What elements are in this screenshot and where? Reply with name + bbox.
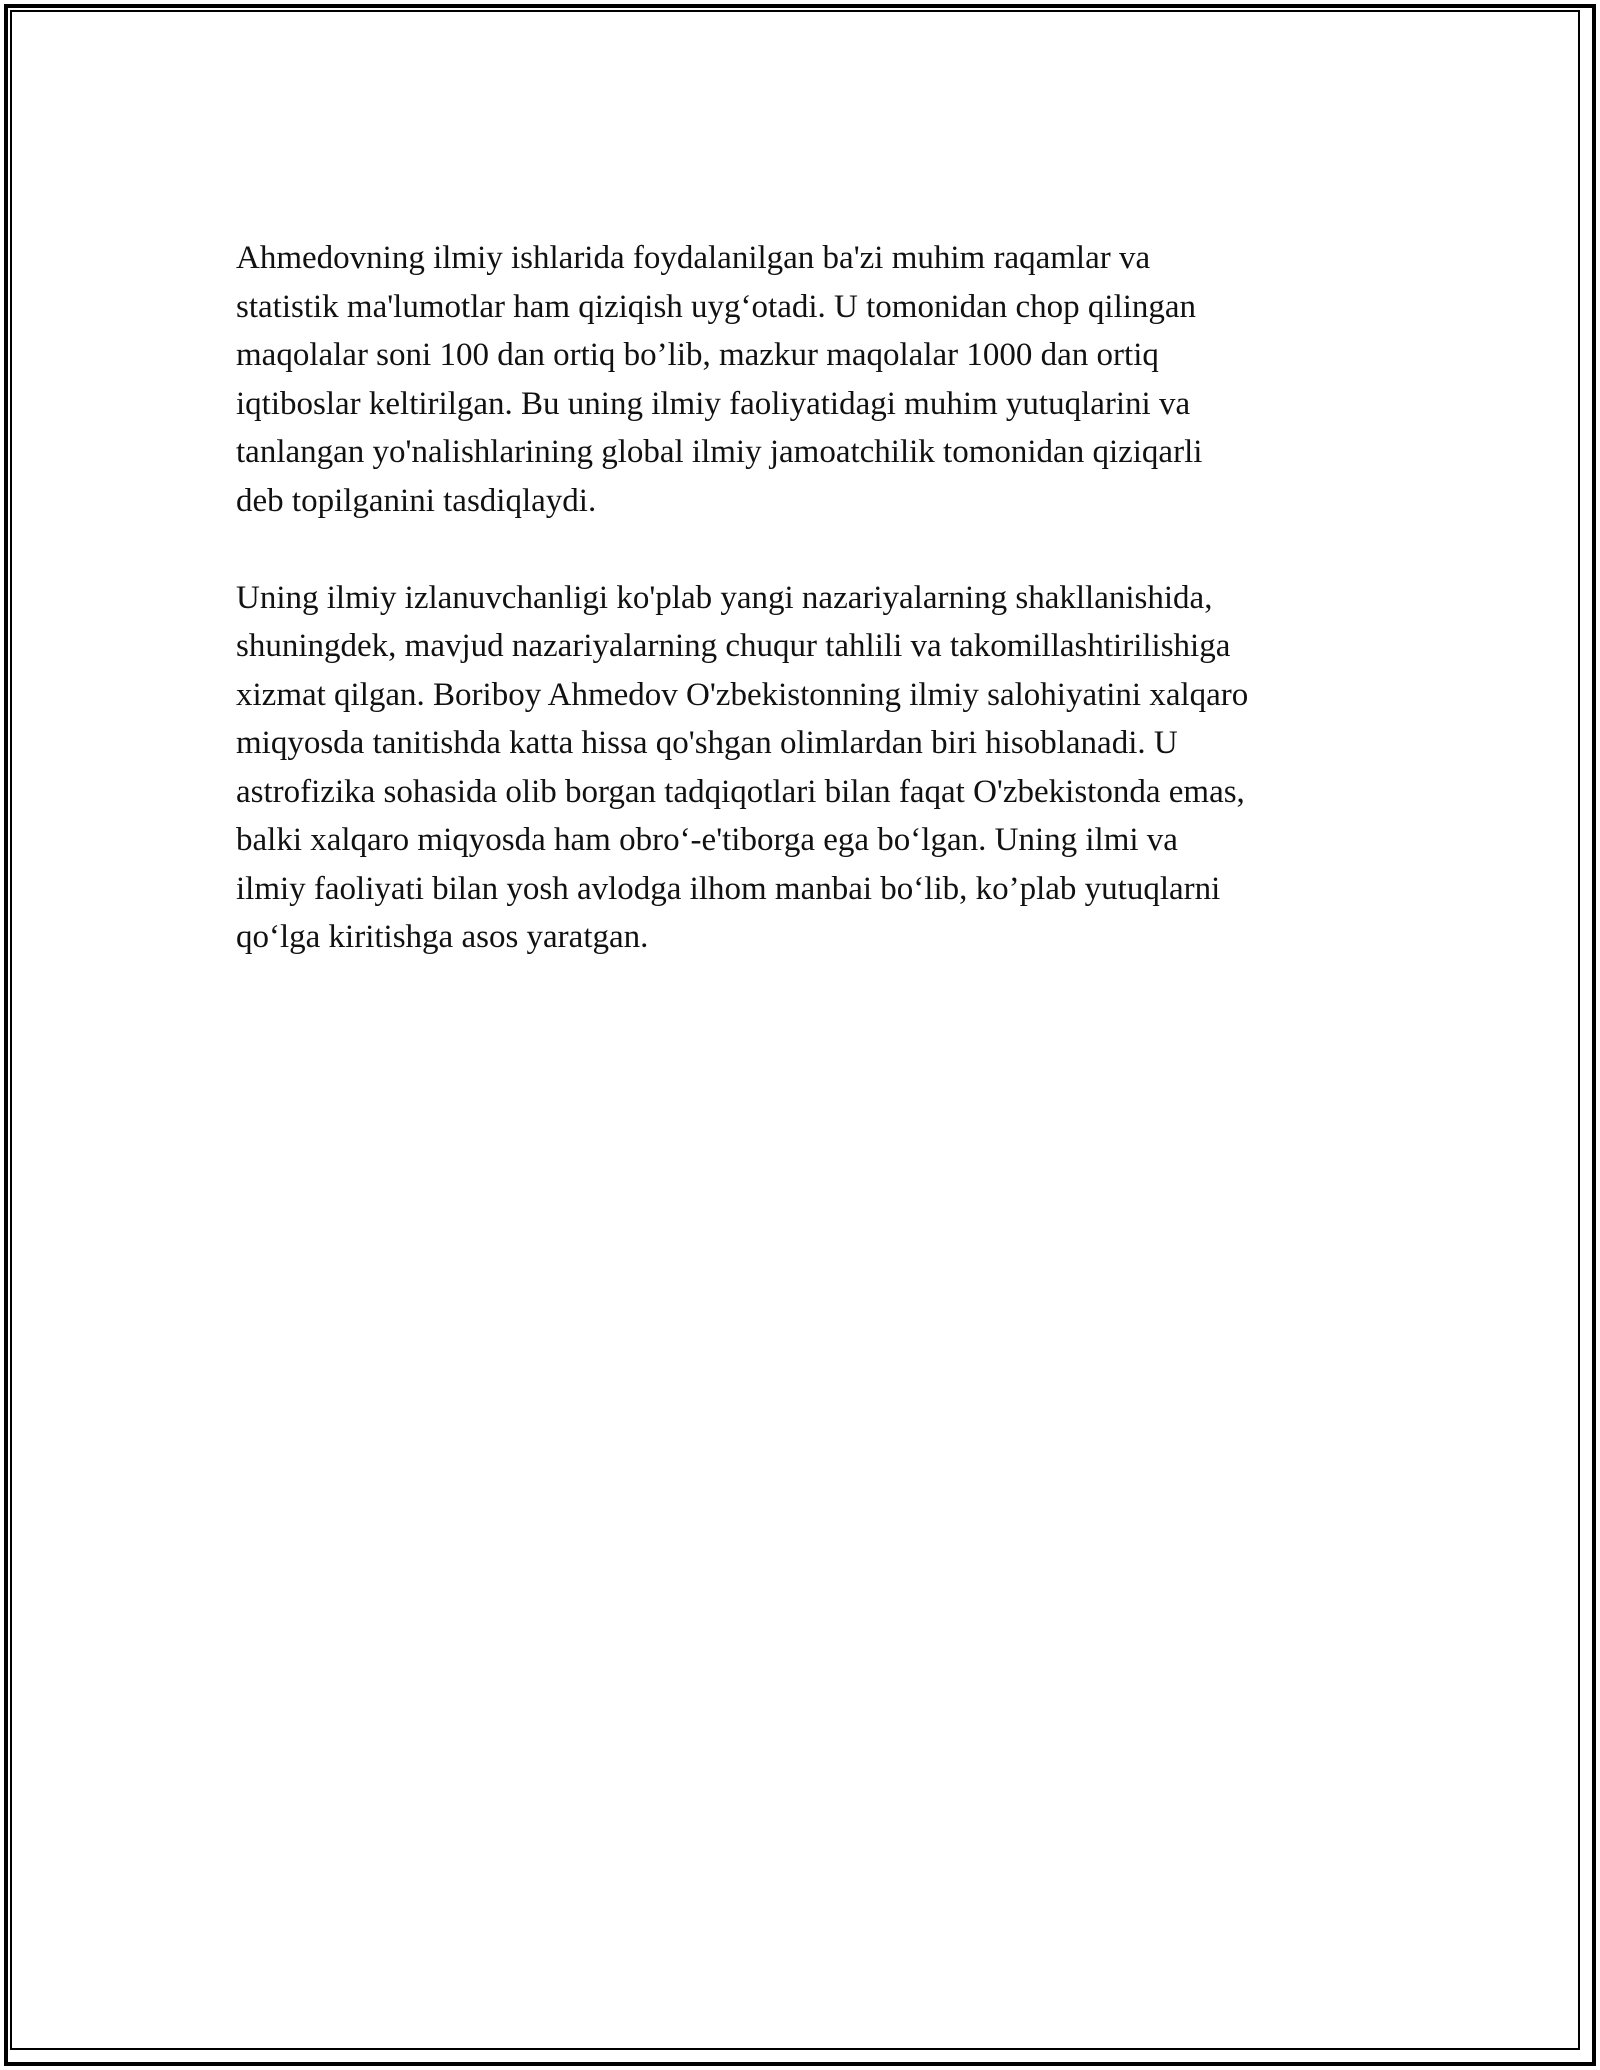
paragraph-1: Ahmedovning ilmiy ishlarida foydalanilgan ba'zi muhim raqamlar va statistik ma'lumotlar ham qiziqish uyg‘otadi. U tomonidan chop qilingan maqolalar soni 100 dan ortiq bo’lib, mazkur maqolalar 1000 dan ortiq iqtiboslar keltirilgan. Bu uning ilmiy faoliyatidagi muhim yutuqlarini va tanlangan yo'nalishlarining global ilmiy jamoatchilik tomonidan qiziqarli deb topilganini tasdiqlaydi. — [236, 240, 1203, 519]
document-body — [236, 234, 1386, 1010]
paragraph-2: Uning ilmiy izlanuvchanligi ko'plab yangi nazariyalarning shakllanishida, shuningdek, mavjud nazariyalarning chuqur tahlili va takomillashtirilishiga xizmat qilgan. Boriboy Ahmedov O'zbekistonning ilmiy salohiyatini xalqaro miqyosda tanitishda katta hissa qo'shgan olimlardan biri hisoblanadi. U astrofizika sohasida olib borgan tadqiqotlari bilan faqat O'zbekistonda emas, balki xalqaro miqyosda ham obro‘-e'tiborga ega bo‘lgan. Uning ilmi va ilmiy faoliyati bilan yosh avlodga ilhom manbai bo‘lib, ko’plab yutuqlarni qo‘lga kiritishga asos yaratgan. — [236, 579, 1249, 955]
